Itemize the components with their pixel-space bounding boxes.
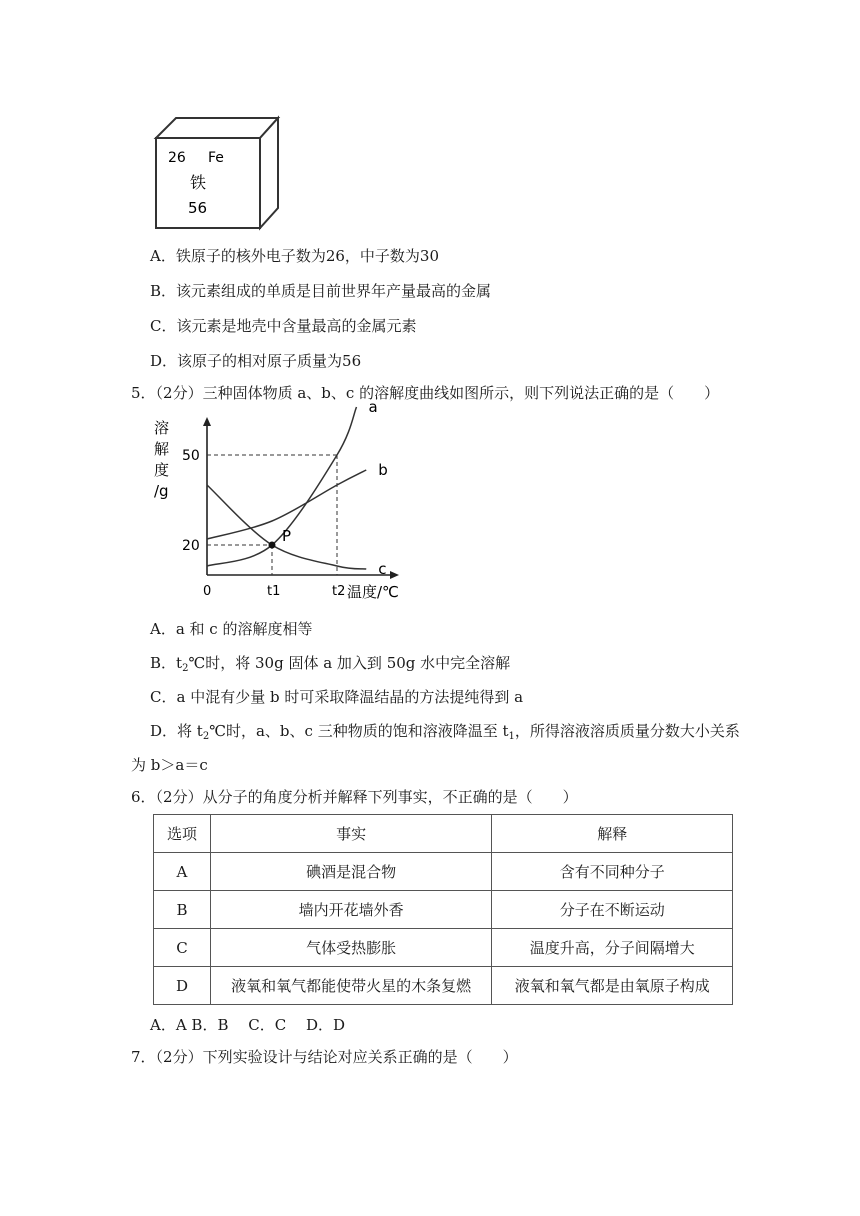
table-cell: B [154,891,211,929]
q6-answer-options: A．A B．B C．C D．D [150,1016,346,1034]
header-explanation: 解释 [492,815,733,853]
table-cell: 气体受热膨胀 [210,929,491,967]
y-tick-label: 20 [182,538,200,554]
table-cell: 含有不同种分子 [492,853,733,891]
q6-stem: 6．（2分）从分子的角度分析并解释下列事实，不正确的是（ ） [131,788,578,806]
table-cell: 碘酒是混合物 [210,853,491,891]
table-row [154,929,733,967]
y-axis-arrow [203,417,211,426]
y-axis-label: /g [154,482,169,500]
table-row [154,967,733,1005]
q5-option-b: B．$t_2℃$时，将 30g 固体 a 加入到 50g 水中完全溶解 [150,654,511,674]
table-cell: A [154,853,211,891]
facts-table [153,814,733,1005]
x-tick-label: t1 [267,584,281,599]
table-row [154,891,733,929]
series-label-a: a [368,398,378,416]
solubility-chart [150,398,400,602]
q5-stem: 5．（2分）三种固体物质 a、b、c 的溶解度曲线如图所示，则下列说法正确的是（ ） [131,384,720,402]
element-mass: 56 [188,199,208,217]
header-option: 选项 [154,815,211,853]
table-cell: 液氧和氧气都能使带火星的木条复燃 [210,967,491,1005]
table-cell: C [154,929,211,967]
x-tick-label: 0 [203,584,212,599]
table-header-row [154,815,733,853]
q4-option-a: A．铁原子的核外电子数为26，中子数为30 [150,247,440,265]
series-label-c: c [378,560,387,578]
table-cell: D [154,967,211,1005]
table-cell: 液氧和氧气都是由氧原子构成 [492,967,733,1005]
y-axis-label: 解 [154,440,170,458]
q4-option-b: B．该元素组成的单质是目前世界年产量最高的金属 [150,282,492,300]
element-name: 铁 [190,173,207,192]
x-axis-arrow [390,571,399,579]
iron-element-card [150,112,280,232]
table-cell: 温度升高，分子间隔增大 [492,929,733,967]
table-cell: 分子在不断运动 [492,891,733,929]
x-tick-label: t2 [332,584,346,599]
element-symbol: Fe [208,150,224,166]
point-p [269,542,276,549]
q7-stem: 7．（2分）下列实验设计与结论对应关系正确的是（ ） [131,1048,518,1066]
q4-option-d: D．该原子的相对原子质量为56 [150,352,362,370]
x-axis-label: 温度/℃ [347,583,399,601]
table-row [154,853,733,891]
y-axis-label: 度 [154,461,170,479]
series-label-b: b [378,461,388,479]
point-p-label: P [282,527,292,545]
header-fact: 事实 [210,815,491,853]
q5-option-a: A．a 和 c 的溶解度相等 [150,620,313,638]
y-tick-label: 50 [182,448,200,464]
table-cell: 墙内开花墙外香 [210,891,491,929]
q5-option-d: D．将 $t_2℃$时，a、b、c 三种物质的饱和溶液降温至 $t_1$，所得溶液溶质质量分数大小关系 [150,722,740,742]
element-number: 26 [168,150,186,166]
q5-option-c: C．a 中混有少量 b 时可采取降温结晶的方法提纯得到 a [150,688,524,706]
y-axis-label: 溶 [154,419,170,437]
q5-option-d-continued: 为 b＞a＝c [131,756,208,774]
q4-option-c: C．该元素是地壳中含量最高的金属元素 [150,317,417,335]
